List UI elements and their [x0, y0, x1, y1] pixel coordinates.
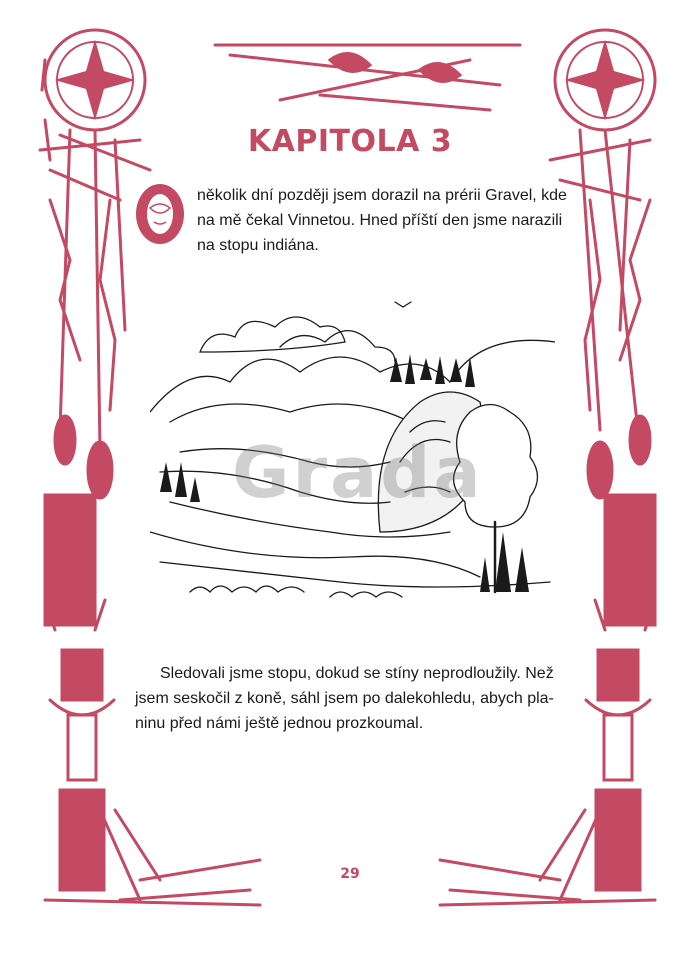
paragraph-1 — [135, 183, 585, 258]
paragraph-1-line-3: na stopu indiána. — [197, 237, 319, 254]
paragraph-2 — [135, 661, 570, 736]
chapter-title: KAPITOLA 3 — [247, 124, 453, 159]
paragraph-1-line-2: na mě čekal Vinnetou. Hned příští den jsme narazili — [197, 212, 563, 229]
dropcap-letter: O — [159, 226, 161, 227]
paragraph-2-line-2: jsem seskočil z koně, sáhl jsem po dalekohledu, abych pla- — [135, 690, 554, 707]
page-number: 29 — [340, 866, 360, 882]
watermark-text: Grada — [232, 432, 484, 514]
dreamcatcher-right-icon — [550, 30, 655, 498]
dreamcatcher-left-icon — [40, 30, 150, 498]
paragraph-1-line-1: několik dní později jsem dorazil na prérii Gravel, kde — [197, 187, 567, 204]
paragraph-2-line-1: Sledovali jsme stopu, dokud se stíny neprodloužily. Než — [160, 665, 554, 682]
top-arrows-icon — [215, 45, 520, 110]
paragraph-2-line-3: ninu před námi ještě jednou prozkoumal. — [135, 715, 424, 732]
